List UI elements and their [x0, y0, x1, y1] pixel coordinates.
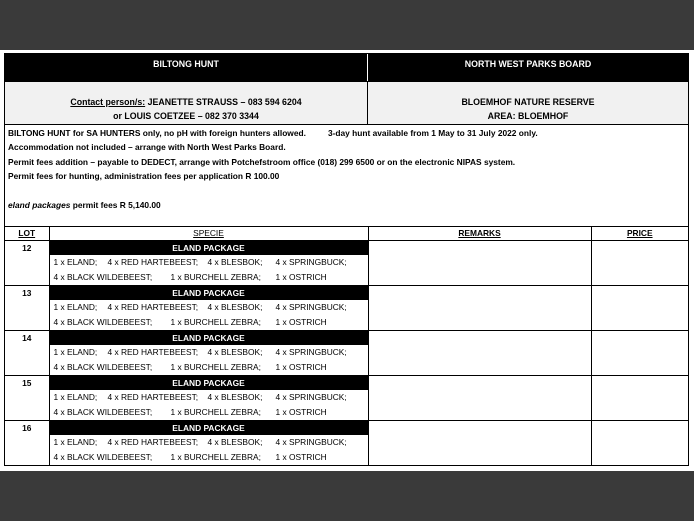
- species-entry: 1 x BURCHELL ZEBRA;: [170, 316, 261, 327]
- species-entry: 1 x ELAND;: [53, 391, 98, 402]
- col-remarks: REMARKS: [368, 227, 591, 240]
- viewer-top-bar: [0, 0, 694, 50]
- species-entry: 12: [22, 242, 32, 253]
- reserve-name: BLOEMHOF NATURE RESERVE: [461, 97, 595, 107]
- specie-cell: [49, 375, 368, 420]
- header-title-left: BILTONG HUNT: [5, 54, 368, 81]
- remarks-cell: [368, 240, 591, 285]
- species-line-2: [50, 450, 368, 465]
- species-entry: 1 x OSTRICH: [275, 361, 327, 372]
- species-line-2: [50, 405, 368, 420]
- col-specie: SPECIE: [49, 227, 368, 240]
- contact-label: Contact person/s:: [70, 97, 146, 107]
- species-line-1: [50, 255, 368, 270]
- header-title-right: NORTH WEST PARKS BOARD: [464, 59, 592, 69]
- species-entry: 1 x ELAND;: [53, 301, 98, 312]
- remarks-cell: [368, 285, 591, 330]
- package-title: ELAND PACKAGE: [50, 286, 368, 300]
- lot-number: [5, 330, 49, 375]
- species-entry: 1 x ELAND;: [53, 256, 98, 267]
- price-cell: [591, 330, 688, 375]
- species-entry: 4 x BLACK WILDEBEEST;: [53, 361, 153, 372]
- species-line-1: [50, 390, 368, 405]
- lots-table-wrap: [5, 226, 688, 465]
- table-row: [5, 375, 688, 420]
- species-entry: 1 x OSTRICH: [275, 406, 327, 417]
- fee-text: permit fees R 5,140.00: [72, 199, 161, 210]
- species-line-1: [50, 345, 368, 360]
- species-line-2: [50, 360, 368, 375]
- price-cell: [591, 240, 688, 285]
- species-entry: 4 x BLESBOK;: [207, 436, 263, 447]
- contact-persons: [5, 82, 368, 124]
- species-entry: 4 x BLESBOK;: [207, 301, 263, 312]
- info-line-1b: 3-day hunt available from 1 May to 31 July 2022 only.: [327, 128, 538, 138]
- species-entry: 4 x RED HARTEBEEST;: [107, 301, 199, 312]
- info-line-4: Permit fees for hunting, administration fees per application R 100.00: [8, 171, 280, 182]
- species-entry: 1 x BURCHELL ZEBRA;: [170, 406, 261, 417]
- species-entry: 4 x SPRINGBUCK;: [275, 346, 347, 357]
- contact-line-1: JEANETTE STRAUSS – 083 594 6204: [147, 97, 302, 107]
- table-row: [5, 285, 688, 330]
- specie-cell: [49, 240, 368, 285]
- remarks-cell: [368, 330, 591, 375]
- species-entry: 1 x BURCHELL ZEBRA;: [170, 361, 261, 372]
- species-entry: 1 x ELAND;: [53, 346, 98, 357]
- contact-line-2: or LOUIS COETZEE – 082 370 3344: [113, 111, 259, 121]
- contact-row: [5, 81, 688, 124]
- info-line-1a: BILTONG HUNT for SA HUNTERS only, no pH with foreign hunters allowed.: [8, 128, 306, 138]
- species-entry: 4 x RED HARTEBEEST;: [107, 256, 199, 267]
- species-entry: 1 x OSTRICH: [275, 451, 327, 462]
- info-line-3: Permit fees addition – payable to DEDECT, arrange with Potchefstroom office (018) 299 6500 or on the electronic NIPAS system.: [8, 156, 516, 167]
- species-entry: 1 x ELAND;: [53, 436, 98, 447]
- species-entry: 4 x BLESBOK;: [207, 391, 263, 402]
- reserve-area: AREA: BLOEMHOF: [487, 111, 569, 121]
- species-entry: 4 x BLESBOK;: [207, 346, 263, 357]
- viewer-bottom-bar: [0, 471, 694, 521]
- fee-label: eland packages: [8, 199, 71, 210]
- table-header-row: [5, 227, 688, 240]
- species-entry: 16: [22, 422, 32, 433]
- species-entry: 4 x BLACK WILDEBEEST;: [53, 406, 153, 417]
- specie-cell: [49, 285, 368, 330]
- species-entry: 4 x BLACK WILDEBEEST;: [53, 316, 153, 327]
- species-entry: 1 x OSTRICH: [275, 316, 327, 327]
- package-title: ELAND PACKAGE: [50, 421, 368, 435]
- species-entry: 1 x BURCHELL ZEBRA;: [170, 271, 261, 282]
- col-lot: LOT: [5, 227, 49, 240]
- document-page: [0, 50, 694, 471]
- table-row: [5, 240, 688, 285]
- package-title: ELAND PACKAGE: [50, 241, 368, 255]
- lot-number: [5, 375, 49, 420]
- species-entry: 4 x SPRINGBUCK;: [275, 391, 347, 402]
- specie-cell: [49, 420, 368, 465]
- price-cell: [591, 420, 688, 465]
- lot-number: [5, 285, 49, 330]
- info-line-2: Accommodation not included – arrange with North West Parks Board.: [8, 142, 286, 153]
- hunt-document: [4, 53, 689, 466]
- species-entry: 13: [22, 287, 32, 298]
- table-row: [5, 420, 688, 465]
- species-entry: 1 x OSTRICH: [275, 271, 327, 282]
- species-entry: 4 x RED HARTEBEEST;: [107, 391, 199, 402]
- species-entry: 14: [22, 332, 32, 343]
- species-line-2: [50, 270, 368, 285]
- price-cell: [591, 375, 688, 420]
- species-entry: 4 x SPRINGBUCK;: [275, 436, 347, 447]
- species-entry: 15: [22, 377, 32, 388]
- lot-number: [5, 240, 49, 285]
- species-line-2: [50, 315, 368, 330]
- price-cell: [591, 285, 688, 330]
- remarks-cell: [368, 375, 591, 420]
- species-entry: 4 x RED HARTEBEEST;: [107, 346, 199, 357]
- species-entry: 4 x BLACK WILDEBEEST;: [53, 451, 153, 462]
- lot-number: [5, 420, 49, 465]
- col-price: PRICE: [591, 227, 688, 240]
- species-line-1: [50, 300, 368, 315]
- species-entry: 4 x RED HARTEBEEST;: [107, 436, 199, 447]
- species-entry: 4 x BLACK WILDEBEEST;: [53, 271, 153, 282]
- species-line-1: [50, 435, 368, 450]
- specie-cell: [49, 330, 368, 375]
- species-entry: 4 x SPRINGBUCK;: [275, 256, 347, 267]
- header-row: [5, 54, 688, 81]
- package-title: ELAND PACKAGE: [50, 331, 368, 345]
- table-row: [5, 330, 688, 375]
- remarks-cell: [368, 420, 591, 465]
- species-entry: 1 x BURCHELL ZEBRA;: [170, 451, 261, 462]
- lots-table: [5, 227, 688, 465]
- hunt-info: [5, 124, 688, 226]
- species-entry: 4 x SPRINGBUCK;: [275, 301, 347, 312]
- package-title: ELAND PACKAGE: [50, 376, 368, 390]
- species-entry: 4 x BLESBOK;: [207, 256, 263, 267]
- reserve-info: [368, 82, 688, 124]
